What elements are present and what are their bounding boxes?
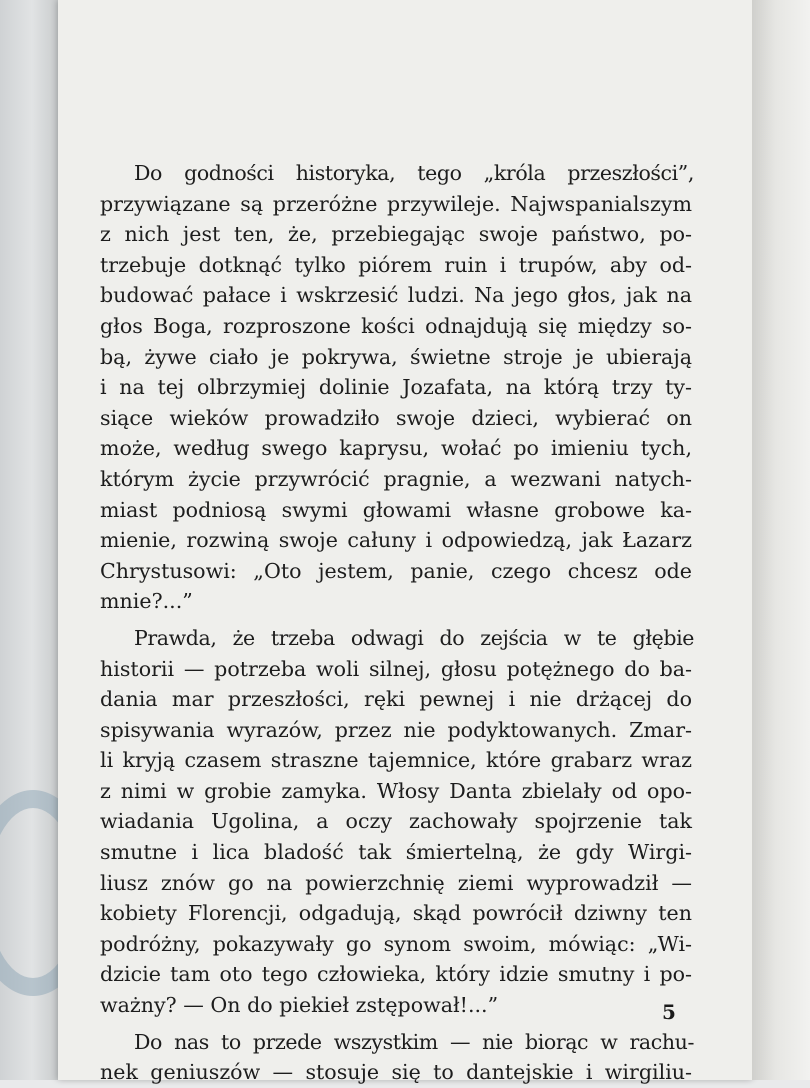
text-line: smutne i lica bladość tak śmiertelną, że gdy Wirgi-	[100, 840, 692, 865]
text-line: Do nas to przede wszystkim — nie biorąc w rachu-	[134, 1029, 694, 1054]
text-line: historii — potrzeba woli silnej, głosu potężnego do ba-	[100, 656, 692, 681]
text-line: Chrystusowi: „Oto jestem, panie, czego chcesz ode	[100, 558, 692, 583]
text-line: głos Boga, rozproszone kości odnajdują się między so-	[100, 313, 692, 338]
text-line: trzebuje dotknąć tylko piórem ruin i trupów, aby od-	[100, 252, 692, 277]
text-line: ważny? — On do piekieł zstępował!...”	[100, 993, 499, 1018]
text-line: siące wieków prowadziło swoje dzieci, wybierać on	[100, 405, 692, 430]
text-line: liusz znów go na powierzchnię ziemi wyprowadził —	[100, 870, 692, 895]
page-number: 5	[662, 1000, 676, 1024]
text-line: dzicie tam oto tego człowieka, który idzie smutny i po-	[100, 962, 692, 987]
text-line: Do godności historyka, tego „króla przeszłości”,	[134, 161, 694, 185]
text-line: bą, żywe ciało je pokrywa, świetne stroje je ubierają	[100, 344, 692, 369]
paragraph-3	[100, 1027, 694, 1088]
text-line: Prawda, że trzeba odwagi do zejścia w te głębie	[134, 625, 694, 650]
text-line: li kryją czasem straszne tajemnice, które grabarz wraz	[100, 748, 692, 773]
text-line: miast podniosą swymi głowami własne grobowe ka-	[100, 497, 692, 522]
text-line: którym życie przywrócić pragnie, a wezwani natych-	[100, 466, 692, 491]
text-line: z nimi w grobie zamyka. Włosy Danta zbielały od opo-	[100, 778, 692, 803]
text-line: może, według swego kaprysu, wołać po imieniu tych,	[100, 436, 692, 461]
text-line: dania mar przeszłości, ręki pewnej i nie drżącej do	[100, 687, 692, 712]
text-line: kobiety Florencji, odgadują, skąd powrócił dziwny ten	[100, 901, 692, 926]
next-page-edge	[752, 0, 810, 1080]
text-line: mienie, rozwiną swoje całuny i odpowiedzą, jak Łazarz	[100, 528, 692, 553]
text-line: i na tej olbrzymiej dolinie Jozafata, na którą trzy ty-	[100, 375, 692, 400]
text-line: wiadania Ugolina, a oczy zachowały spojrzenie tak	[100, 809, 692, 834]
body-text	[100, 158, 694, 1088]
text-line: mnie?...”	[100, 589, 193, 614]
paragraph-2	[100, 623, 694, 1021]
text-line: spisywania wyrazów, przez nie podyktowanych. Zmar-	[100, 717, 692, 742]
text-line: podróżny, pokazywały go synom swoim, mówiąc: „Wi-	[100, 931, 692, 956]
previous-page-edge	[0, 0, 58, 1080]
paragraph-1	[100, 158, 694, 617]
text-line: przywiązane są przeróżne przywileje. Najwspanialszym	[100, 191, 692, 216]
text-line: z nich jest ten, że, przebiegając swoje państwo, po-	[100, 222, 692, 247]
text-line: budować pałace i wskrzesić ludzi. Na jego głos, jak na	[100, 283, 692, 308]
text-line: nek geniuszów — stosuje się to dantejskie i wirgiliu-	[100, 1060, 692, 1085]
